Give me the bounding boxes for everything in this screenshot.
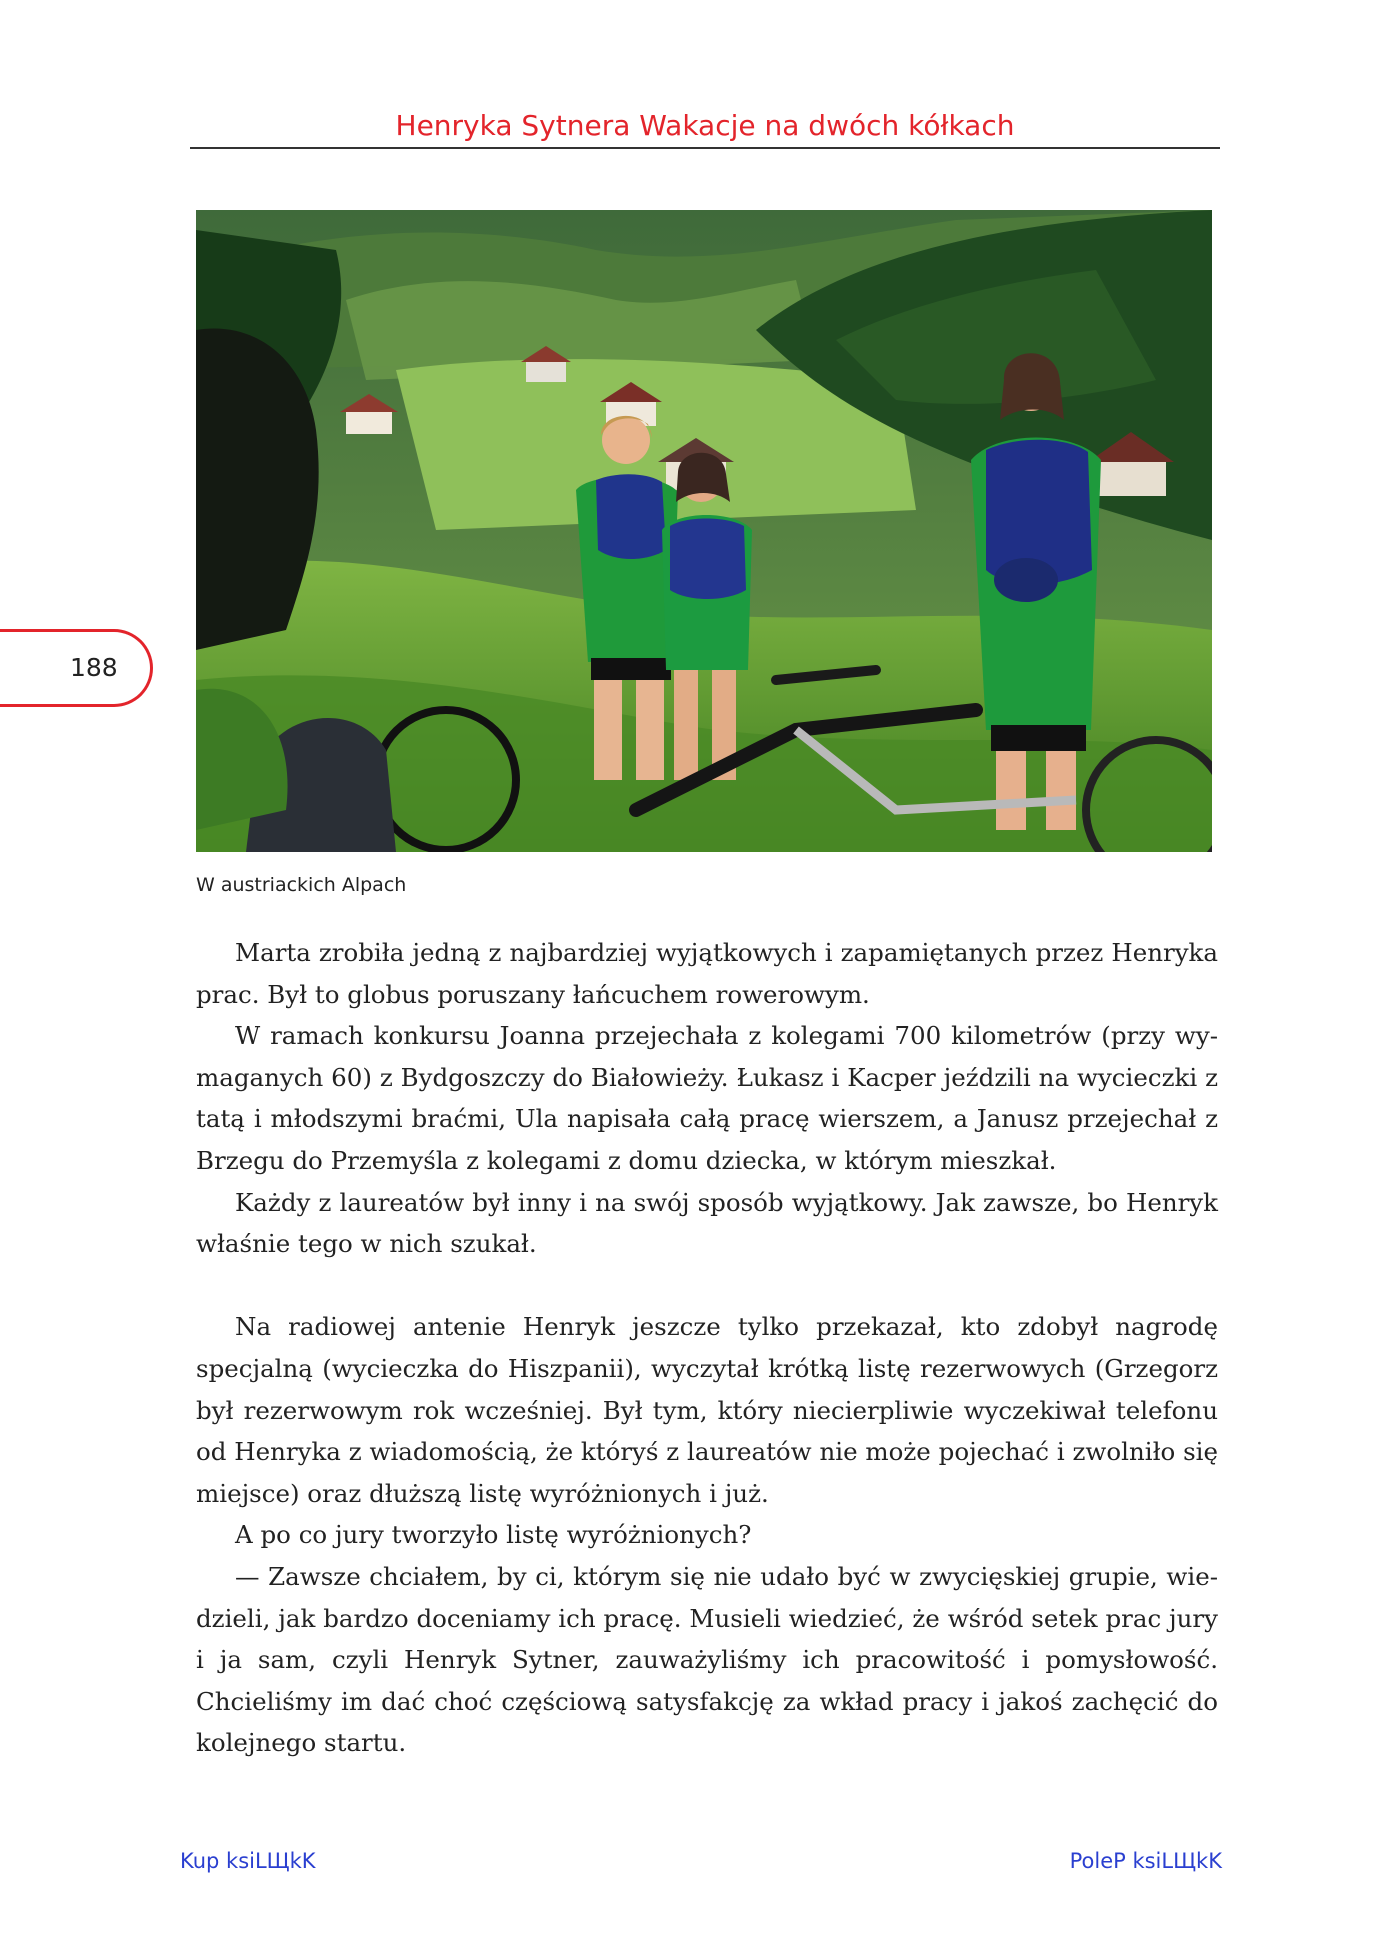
paragraph: Marta zrobiła jedną z najbardziej wyjątkowych i zapamiętanych przez Henryka prac. Był to globus poruszany łańcuchem rowerowym.: [196, 938, 1218, 1009]
photo-caption: W austriackich Alpach: [196, 874, 407, 896]
paragraph: W ramach konkursu Joanna przejechała z kolegami 700 kilometrów (przy wymaganych 60) z Bydgoszczy do Białowieży. Łukasz i Kacper jeździli na wycieczki z tatą i młodszymi braćmi, Ula napisała całą pracę wierszem, a Janusz przejechał z Brzegu do Przemyśla z kolegami z domu dziecka, w którym mieszkał.: [196, 1021, 1218, 1175]
paragraph: A po co jury tworzyło listę wyróżnionych?: [235, 1520, 752, 1550]
page-number: 188: [70, 653, 118, 682]
running-title: Henryka Sytnera Wakacje na dwóch kółkach: [395, 109, 1015, 142]
buy-book-link[interactable]: Kup ksiLЩkK: [180, 1849, 316, 1873]
paragraph: — Zawsze chciałem, by ci, którym się nie udało być w zwycięskiej grupie, wiedzieli, jak bardzo doceniamy ich pracę. Musieli wiedzieć, że wśród setek prac jury i ja sam, czyli Henryk Sytner, zauważyliśmy ich pracowitość i pomysłowość. Chcieliśmy im dać choć częściową satysfakcję za wkład pracy i jakoś zachęcić do kolejnego startu.: [196, 1561, 1218, 1758]
body-text: [196, 932, 1218, 1764]
paragraph: Każdy z laureatów był inny i na swój sposób wyjątkowy. Jak zawsze, bo Henryk właśnie tego w nich szukał.: [196, 1187, 1218, 1259]
paragraph: Na radiowej antenie Henryk jeszcze tylko przekazał, kto zdobył nagrodę specjalną (wycieczka do Hiszpanii), wyczytał krótką listę rezerwowych (Grzegorz był rezerwowym rok wcześniej. Był tym, który niecierpliwie wyczekiwał telefonu od Henryka z wiadomością, że któryś z laureatów nie może pojechać i zwolniło się miejsce) oraz dłuższą listę wyróżnionych i już.: [196, 1312, 1218, 1508]
recommend-book-link[interactable]: PoleP ksiLЩkK: [1069, 1849, 1222, 1873]
alps-photo: [196, 210, 1212, 852]
header-rule: [190, 147, 1220, 149]
